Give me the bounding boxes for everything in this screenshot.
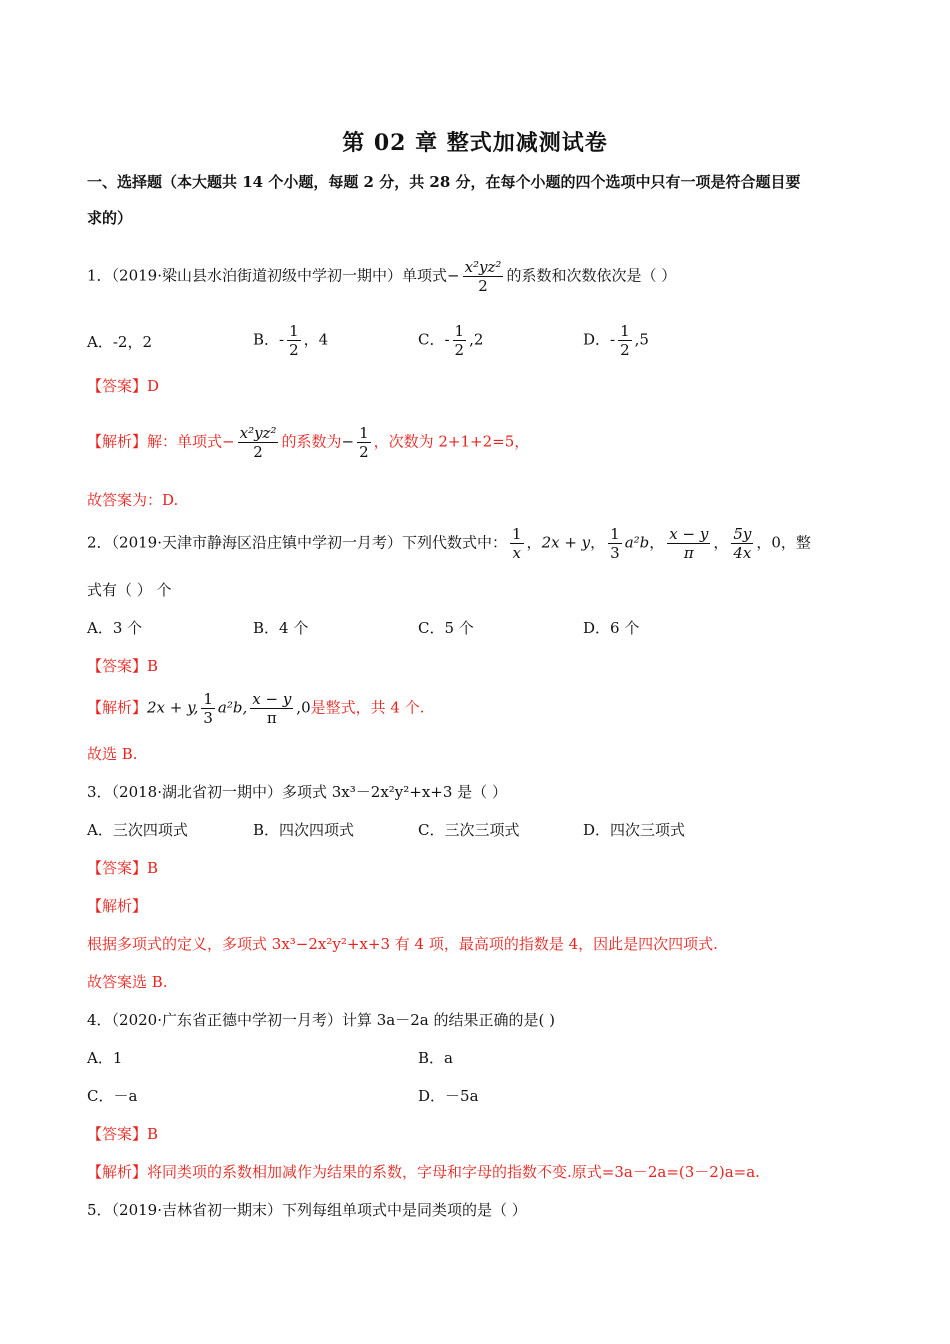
q3-conclusion: 故答案选 B. [87, 973, 168, 991]
q2-sep-1: ， [526, 533, 542, 552]
q1-option-b-label: B．- [253, 330, 285, 349]
q2-line2: 式有（ ） 个 [87, 581, 172, 599]
q1-option-c-num: 1 [454, 322, 465, 340]
page-title: 第 02 章 整式加减测试卷 [342, 130, 608, 156]
q1-analysis-fraction2 [357, 424, 371, 461]
q1-prefix: 1．（2019·梁山县水泊街道初级中学初一期中）单项式 [87, 266, 447, 285]
q2-analysis-expr-3 [250, 690, 293, 727]
section-heading-line1: 一、选择题（本大题共 14 个小题，每题 2 分，共 28 分，在每个小题的四个选项中只有一项是符合题目要 [87, 173, 801, 191]
q3-option-c: C．三次三项式 [418, 821, 520, 839]
q2-expr-4-den: π [683, 544, 694, 562]
q3-analysis-label: 【解析】 [87, 897, 148, 915]
q1-suffix: 的系数和次数依次是（ ） [506, 266, 677, 285]
q1-option-c [418, 322, 483, 359]
q2-sep-3: ， [649, 533, 665, 552]
q1-analysis-num2: 1 [359, 424, 369, 442]
q2-analysis-expr-2-tail: a²b, [217, 698, 248, 717]
q1-option-d-num: 1 [620, 322, 630, 340]
q3-answer: 【答案】B [87, 859, 159, 877]
q1-analysis [87, 424, 529, 461]
q2-analysis-expr-2-den: 3 [203, 709, 213, 727]
q1-conclusion: 故答案为：D. [87, 491, 179, 509]
q2-analysis-expr-3-num: x − y [252, 690, 292, 708]
q1-option-b-tail: ，4 [303, 330, 329, 349]
q3-option-a: A．三次四项式 [87, 821, 188, 839]
q2-expr-3-den: 3 [610, 544, 620, 562]
q1-analysis-num: x²yz² [239, 424, 277, 442]
q1-option-d [583, 322, 649, 359]
q1-option-b-fraction [287, 322, 301, 359]
q1-analysis-sign: − [222, 432, 235, 451]
q1-analysis-text-a: 解：单项式 [147, 432, 223, 451]
q2-expr-1-den: x [512, 544, 521, 562]
q3-analysis: 根据多项式的定义，多项式 3x³−2x²y²+x+3 有 4 项，最高项的指数是 4，因此是四次四项式. [87, 935, 718, 953]
q1-option-d-label: D．- [583, 330, 616, 349]
q2-option-b: B．4 个 [253, 619, 309, 637]
q1-option-d-tail: ,5 [634, 330, 649, 349]
q2-analysis-tail: 是整式，共 4 个. [310, 698, 425, 717]
q1-option-d-den: 2 [620, 341, 630, 359]
question-1 [87, 258, 676, 295]
q2-tail: ，0，整 [756, 533, 811, 552]
q2-analysis-expr-4: ,0 [296, 698, 311, 717]
question-2 [87, 525, 811, 562]
q1-option-c-tail: ,2 [469, 330, 484, 349]
q2-option-d: D．6 个 [583, 619, 640, 637]
q1-sign: − [447, 266, 460, 285]
q2-option-a: A．3 个 [87, 619, 143, 637]
q1-option-c-fraction [453, 322, 467, 359]
q4-option-d: D．－5a [418, 1087, 479, 1105]
q4-analysis-label: 【解析】 [87, 1163, 148, 1181]
q1-option-b-num: 1 [289, 322, 299, 340]
q1-option-b-den: 2 [289, 341, 299, 359]
q2-analysis-expr-2-num: 1 [203, 690, 213, 708]
q1-option-a: A．-2，2 [87, 333, 152, 351]
q2-expr-3 [608, 525, 622, 562]
q2-expr-3-tail: a²b [624, 533, 650, 552]
q2-sep-2: ， [590, 533, 606, 552]
q2-answer: 【答案】B [87, 657, 159, 675]
q1-analysis-text-c: ，次数为 2+1+2=5， [373, 432, 530, 451]
q1-fraction-num: x²yz² [464, 258, 502, 276]
question-5: 5．（2019·吉林省初一期末）下列每组单项式中是同类项的是（ ） [87, 1201, 527, 1219]
q4-analysis [87, 1162, 760, 1182]
q1-fraction-den: 2 [478, 277, 488, 295]
q1-answer: 【答案】D [87, 377, 160, 395]
q4-analysis-text: 将同类项的系数相加减作为结果的系数，字母和字母的指数不变.原式=3a－2a=(3－2)a=a. [147, 1163, 760, 1181]
q4-option-c: C．－a [87, 1087, 138, 1105]
q2-option-c: C．5 个 [418, 619, 474, 637]
q1-analysis-text-b: 的系数为 [281, 432, 342, 451]
q1-analysis-fraction [238, 424, 279, 461]
q2-conclusion: 故选 B. [87, 745, 138, 763]
q1-analysis-label: 【解析】 [87, 432, 148, 451]
q2-analysis-label: 【解析】 [87, 698, 148, 717]
q1-option-c-label: C．- [418, 330, 450, 349]
q2-expr-4-num: x − y [669, 525, 709, 543]
question-3: 3．（2018·湖北省初一期中）多项式 3x³－2x²y²+x+3 是（ ） [87, 783, 507, 801]
q2-expr-5-den: 4x [733, 544, 752, 562]
q4-option-a: A．1 [87, 1049, 123, 1067]
q2-sep-4: ， [713, 533, 729, 552]
q2-analysis-expr-2 [201, 690, 215, 727]
q2-expr-5-num: 5y [733, 525, 752, 543]
question-4: 4．（2020·广东省正德中学初一月考）计算 3a－2a 的结果正确的是( ) [87, 1011, 555, 1029]
q2-expr-4 [667, 525, 710, 562]
q2-analysis [87, 690, 424, 727]
q2-analysis-expr-1: 2x + y, [147, 698, 199, 717]
q1-analysis-den2: 2 [359, 443, 369, 461]
q3-option-d: D．四次三项式 [583, 821, 686, 839]
q1-analysis-den: 2 [253, 443, 263, 461]
q1-option-d-fraction [618, 322, 632, 359]
q2-expr-1-num: 1 [512, 525, 522, 543]
q2-prefix: 2．（2019·天津市静海区沿庄镇中学初一月考）下列代数式中： [87, 533, 507, 552]
q2-expr-3-num: 1 [610, 525, 620, 543]
q4-option-b: B．a [418, 1049, 453, 1067]
q1-analysis-sign2: − [341, 432, 355, 451]
q4-answer: 【答案】B [87, 1125, 159, 1143]
q1-option-b [253, 322, 328, 359]
q1-option-c-den: 2 [454, 341, 465, 359]
q2-expr-1 [510, 525, 524, 562]
q2-expr-5 [731, 525, 753, 562]
q2-expr-2: 2x + y [541, 533, 591, 552]
section-heading-line2: 求的） [87, 209, 133, 227]
q3-option-b: B．四次四项式 [253, 821, 355, 839]
q1-fraction [463, 258, 504, 295]
q2-analysis-expr-3-den: π [266, 709, 277, 727]
